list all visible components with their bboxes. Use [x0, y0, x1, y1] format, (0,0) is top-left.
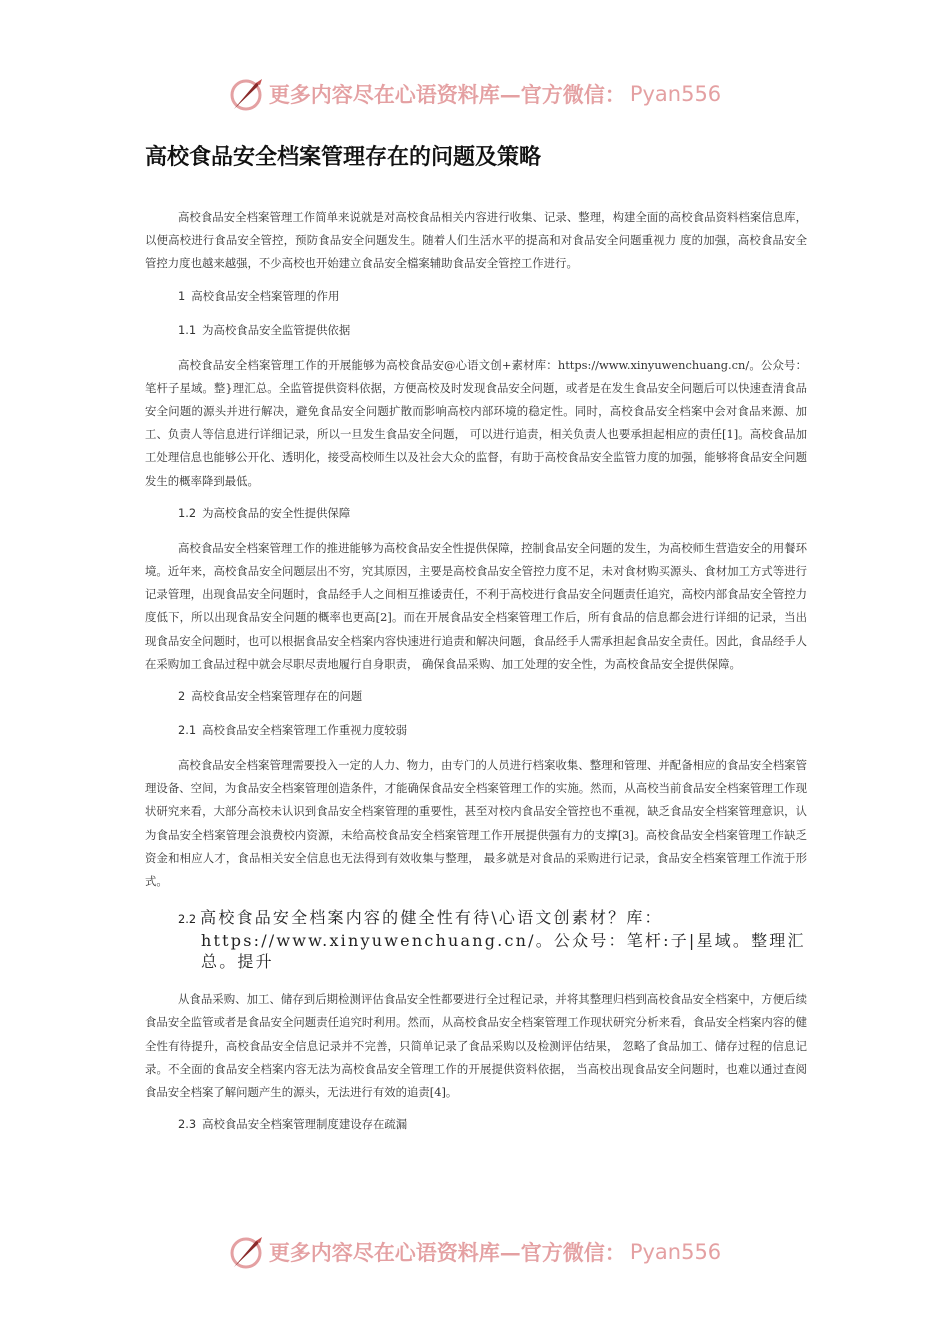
heading-number: 2 [178, 689, 186, 704]
heading-number: 2.2 [178, 912, 197, 927]
section-heading-2-2 [178, 907, 807, 972]
heading-text: 高校食品安全档案管理制度建设存在疏漏 [202, 1117, 408, 1132]
intro-paragraph: 高校食品安全档案管理工作简单来说就是对高校食品相关内容进行收集、记录、整理，构建全面的高校食品资料档案信息库，以便高校进行食品安全管控，预防食品安全问题发生。随着人们生活水平的提高和对食品安全问题重视力 度的加强，高校食品安全管控力度也越来越强，不少高校也开始建立食品安全檔案辅助食品安全管控工作进行。 [145, 210, 807, 271]
heading-number: 1.1 [178, 322, 197, 337]
section-heading-1-2 [178, 503, 807, 523]
banner-contact: Pyan556 [629, 82, 722, 106]
heading-number: 1 [178, 288, 186, 303]
document-title: 高校食品安全档案管理存在的问题及策略 [145, 145, 542, 170]
heading-text: 为高校食品安全监管提供依据 [202, 322, 351, 337]
heading-text: 高校食品安全档案管理工作重视力度较弱 [202, 723, 408, 738]
paragraph-1-1: 高校食品安全档案管理工作的开展能够为高校食品安@心语文创+素材库：https://www.xinyuwenchuang.cn/。公众号：笔杆子星域。整}理汇总。全监管提供资料依据，方便高校及时发现食品安全问题，或者是在发生食品安全问题后可以快速查清食品安全问题的源头并进行解决，避免食品安全问题扩散而影响高校内部环境的稳定性。同时，高校食品安全档案中会对食品来源、加工、负责人等信息进行详细记录，所以一旦发生食品安全问题， 可以进行追责，相关负责人也要承担起相应的责任[1]。高校食品加工处理信息也能够公开化、透明化，接受高校师生以及社会大众的监督，有助于高校食品安全监管力度的加强，能够将食品安全问题发生的概率降到最低。 [145, 357, 807, 488]
quill-pen-circle-icon [229, 76, 265, 112]
section-heading-2 [178, 686, 807, 706]
heading-number: 2.1 [178, 723, 197, 738]
document-body [145, 206, 807, 1148]
paragraph-1-2: 高校食品安全档案管理工作的推进能够为高校食品安全性提供保障，控制食品安全问题的发生，为高校师生营造安全的用餐环境。近年来，高校食品安全问题层出不穷，究其原因，主要是高校食品安全管控力度不足，未对食材购买源头、食材加工方式等进行记录管理，出现食品安全问题时，食品经手人之间相互推诿责任，不利于高校进行食品安全问题责任追究，高校内部食品安全管控力度低下，所以出现食品安全问题的概率也更高[2]。而在开展食品安全档案管理工作后，所有食品的信息都会进行详细的记录，当出现食品安全问题时，也可以根据食品安全档案内容快速进行追责和解决问题，食品经手人需承担起食品安全责任。因此，食品经手人在采购加工食品过程中就会尽职尽责地履行自身职责， 确保食品采购、加工处理的安全性，为高校食品安全提供保障。 [145, 540, 807, 671]
quill-pen-circle-icon [229, 1234, 265, 1270]
bottom-watermark-banner [0, 1230, 950, 1274]
banner-text: 更多内容尽在心语资料库—官方微信： [268, 1240, 626, 1265]
section-heading-2-1 [178, 720, 807, 740]
section-heading-1 [178, 286, 807, 306]
heading-text: 高校食品安全档案管理存在的问题 [191, 689, 363, 704]
heading-number: 2.3 [178, 1117, 197, 1132]
paragraph-2-1: 高校食品安全档案管理需要投入一定的人力、物力，由专门的人员进行档案收集、整理和管理、并配备相应的食品安全档案管理设备、空间，为食品安全档案管理创造条件，才能确保食品安全档案管理工作的实施。然而，从高校当前食品安全档案管理工作现状研究来看，大部分高校未认识到食品安全档案管理的重要性，甚至对校内食品安全管控也不重视，缺乏食品安全档案管理意识，认为食品安全档案管理会浪费校内资源，未给高校食品安全档案管理工作开展提供强有力的支撑[3]。高校食品安全档案管理工作缺乏资金和相应人才，食品相关安全信息也无法得到有效收集与整理， 最多就是对食品的采购进行记录，食品安全档案管理工作流于形式。 [145, 758, 807, 889]
heading-text: 高校食品安全档案内容的健全性有待\心语文创素材？库：https://www.xinyuwenchuang.cn/。公众号：笔杆:子|星域。整理汇总。提升 [200, 908, 806, 972]
top-watermark-banner [0, 72, 950, 116]
section-heading-1-1 [178, 320, 807, 340]
section-heading-2-3 [178, 1114, 807, 1134]
banner-text: 更多内容尽在心语资料库—官方微信： [268, 82, 626, 107]
banner-contact: Pyan556 [629, 1240, 722, 1264]
heading-text: 高校食品安全档案管理的作用 [191, 288, 340, 303]
heading-text: 为高校食品的安全性提供保障 [202, 505, 351, 520]
paragraph-2-2: 从食品采购、加工、储存到后期检测评估食品安全性都要进行全过程记录，并将其整理归档到高校食品安全档案中，方便后续食品安全监管或者是食品安全问题责任追究时利用。然而，从高校食品安全档案管理工作现状研究分析来看，食品安全档案内容的健全性有待提升，高校食品安全信息记录并不完善，只简单记录了食品采购以及检测评估结果， 忽略了食品加工、储存过程的信息记录。不全面的食品安全档案内容无法为高校食品安全管理工作的开展提供资料依据， 当高校出现食品安全问题时，也难以通过查阅食品安全档案了解问题产生的源头，无法进行有效的追责[4]。 [145, 992, 807, 1100]
heading-number: 1.2 [178, 505, 197, 520]
